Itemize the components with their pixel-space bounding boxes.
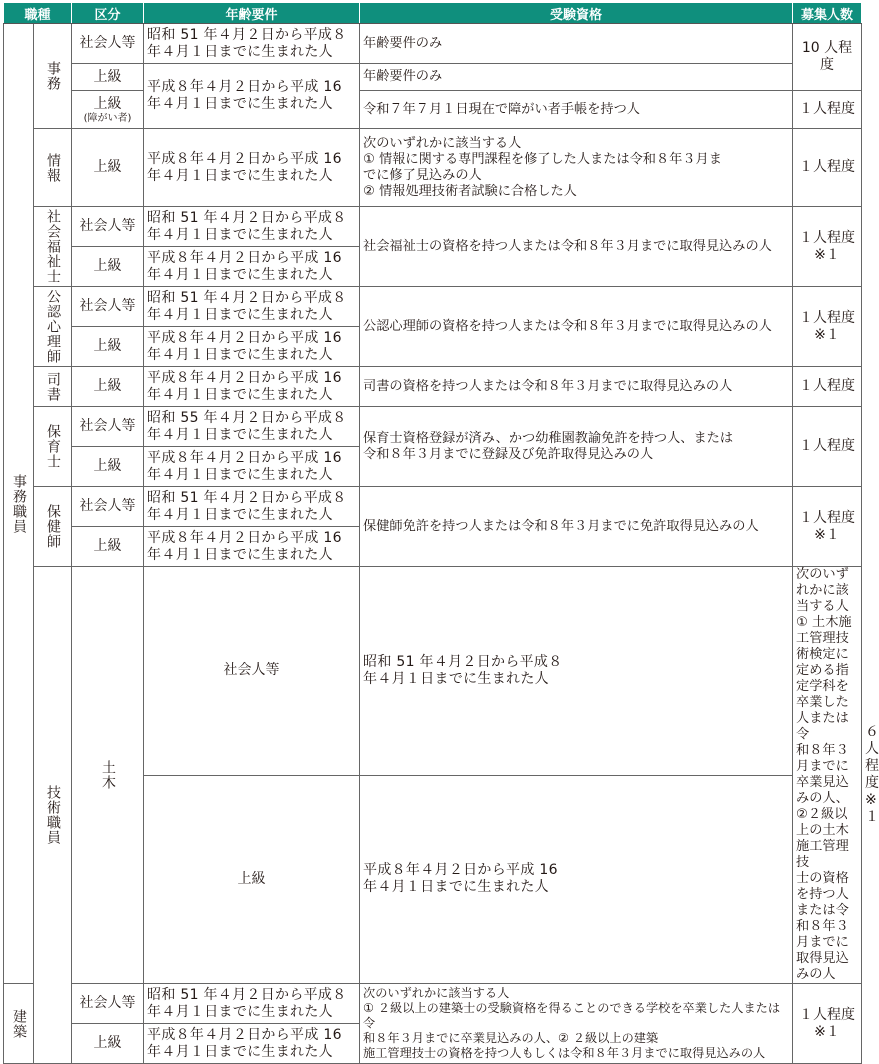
age-cell: 昭和 51 年４月２日から平成８ 年４月１日までに生まれた人	[144, 207, 360, 247]
table-row	[4, 91, 862, 129]
header-qualification: 受験資格	[360, 3, 793, 24]
qualification-cell: 社会福祉士の資格を持つ人または令和８年３月までに取得見込みの人	[360, 207, 793, 287]
table-row	[4, 407, 862, 447]
job-doboku: 土木	[72, 567, 144, 984]
category-cell: 上級	[72, 1024, 144, 1064]
count-cell: １人程度	[793, 91, 862, 129]
count-cell: 10 人程度	[793, 24, 862, 91]
qualification-cell: 年齢要件のみ	[360, 64, 793, 91]
job-shakaifukushi: 社会福祉士	[34, 207, 72, 287]
age-cell: 平成８年４月２日から平成 16 年４月１日までに生まれた人	[144, 247, 360, 287]
qualification-cell: 次のいずれかに該当する人 ① 土木施工管理技術検定に定める指定学科を卒業した人または令 和８年３月までに卒業見込みの人、②２級以上の土木施工管理技 士の資格を持つ人または令和８年３月までに取得見込みの人	[793, 567, 862, 984]
category-cell: 社会人等	[72, 984, 144, 1024]
table-row	[4, 984, 862, 1024]
category-cell: 上級	[72, 367, 144, 407]
category-cell: 社会人等	[72, 407, 144, 447]
qualification-cell: 保健師免許を持つ人または令和８年３月までに免許取得見込みの人	[360, 487, 793, 567]
age-cell: 平成８年４月２日から平成 16 年４月１日までに生まれた人	[144, 527, 360, 567]
category-cell: 上級 (障がい者)	[72, 91, 144, 129]
age-cell: 昭和 51 年４月２日から平成８ 年４月１日までに生まれた人	[144, 984, 360, 1024]
category-cell: 上級	[144, 775, 360, 984]
age-cell: 昭和 51 年４月２日から平成８ 年４月１日までに生まれた人	[144, 287, 360, 327]
count-cell: １人程度	[793, 407, 862, 487]
count-cell: １人程度	[793, 367, 862, 407]
table-row	[4, 64, 862, 91]
category-cell: 上級	[72, 327, 144, 367]
category-cell: 社会人等	[72, 24, 144, 64]
age-cell: 平成８年４月２日から平成 16 年４月１日までに生まれた人	[144, 367, 360, 407]
qualification-cell: 年齢要件のみ	[360, 24, 793, 64]
count-cell: １人程度 ※１	[793, 287, 862, 367]
job-jimu: 事務	[34, 24, 72, 129]
category-cell: 上級	[72, 527, 144, 567]
age-cell: 平成８年４月２日から平成 16 年４月１日までに生まれた人	[144, 327, 360, 367]
category-cell: 上級	[72, 247, 144, 287]
category-cell: 社会人等	[72, 287, 144, 327]
table-row	[4, 129, 862, 207]
job-koninshinri: 公認心理師	[34, 287, 72, 367]
table-row: 技術職員 土木 社会人等 昭和 51 年４月２日から平成８ 年４月１日までに生まれた人 次のいずれかに該当する人 ① 土木施工管理技術検定に定める指定学科を卒業した人または令 和８年３月までに卒業見込みの人、②２級以上の土木施工管理技 士の資格を持つ人または令和８年３月までに取得見込みの人 ６人程度 ※１	[4, 567, 862, 776]
age-cell: 平成８年４月２日から平成 16 年４月１日までに生まれた人	[144, 129, 360, 207]
age-cell: 昭和 51 年４月２日から平成８ 年４月１日までに生まれた人	[144, 487, 360, 527]
age-cell: 平成８年４月２日から平成 16 年４月１日までに生まれた人	[144, 64, 360, 129]
category-cell: 社会人等	[144, 567, 360, 776]
qualification-cell: 保育士資格登録が済み、かつ幼稚園教諭免許を持つ人、または 令和８年３月までに登録及び免許取得見込みの人	[360, 407, 793, 487]
table-row	[4, 207, 862, 247]
age-cell: 平成８年４月２日から平成 16 年４月１日までに生まれた人	[144, 1024, 360, 1064]
count-cell: １人程度 ※１	[793, 487, 862, 567]
header-age: 年齢要件	[144, 3, 360, 24]
recruitment-table	[3, 2, 879, 1064]
qualification-cell: 司書の資格を持つ人または令和８年３月までに取得見込みの人	[360, 367, 793, 407]
qualification-cell: 次のいずれかに該当する人 ① ２級以上の建築士の受験資格を得ることのできる学校を卒業した人または令 和８年３月までに卒業見込みの人、② ２級以上の建築 施工管理技士の資格を持つ人もしくは令和８年３月までに取得見込みの人	[360, 984, 793, 1064]
category-cell: 上級	[72, 129, 144, 207]
qualification-cell: 令和７年７月１日現在で障がい者手帳を持つ人	[360, 91, 793, 129]
category-cell: 上級	[72, 447, 144, 487]
count-cell: １人程度 ※１	[793, 984, 862, 1064]
category-cell: 社会人等	[72, 207, 144, 247]
header-count: 募集人数	[793, 3, 862, 24]
header-row	[4, 3, 862, 24]
job-joho: 情報	[34, 129, 72, 207]
group-gijutsu: 技術職員	[34, 567, 72, 1064]
age-cell: 平成８年４月２日から平成 16 年４月１日までに生まれた人	[360, 775, 793, 984]
job-hokenshi: 保健師	[34, 487, 72, 567]
qualification-cell: 公認心理師の資格を持つ人または令和８年３月までに取得見込みの人	[360, 287, 793, 367]
job-shisho: 司書	[34, 367, 72, 407]
group-jimu: 事務職員	[4, 24, 34, 984]
header-job: 職種	[4, 3, 72, 24]
age-cell: 昭和 55 年４月２日から平成８ 年４月１日までに生まれた人	[144, 407, 360, 447]
category-cell: 社会人等	[72, 487, 144, 527]
table-row	[4, 487, 862, 527]
table-row	[4, 367, 862, 407]
table-row	[4, 287, 862, 327]
count-cell: １人程度	[793, 129, 862, 207]
job-hoikushi: 保育士	[34, 407, 72, 487]
category-cell: 上級	[72, 64, 144, 91]
age-cell: 昭和 51 年４月２日から平成８ 年４月１日までに生まれた人	[144, 24, 360, 64]
count-cell: １人程度 ※１	[793, 207, 862, 287]
table-row	[4, 24, 862, 64]
job-kenchiku: 建築	[4, 984, 34, 1064]
age-cell: 平成８年４月２日から平成 16 年４月１日までに生まれた人	[144, 447, 360, 487]
header-category: 区分	[72, 3, 144, 24]
qualification-cell: 次のいずれかに該当する人 ① 情報に関する専門課程を修了した人または令和８年３月ま でに修了見込みの人 ② 情報処理技術者試験に合格した人	[360, 129, 793, 207]
age-cell: 昭和 51 年４月２日から平成８ 年４月１日までに生まれた人	[360, 567, 793, 776]
